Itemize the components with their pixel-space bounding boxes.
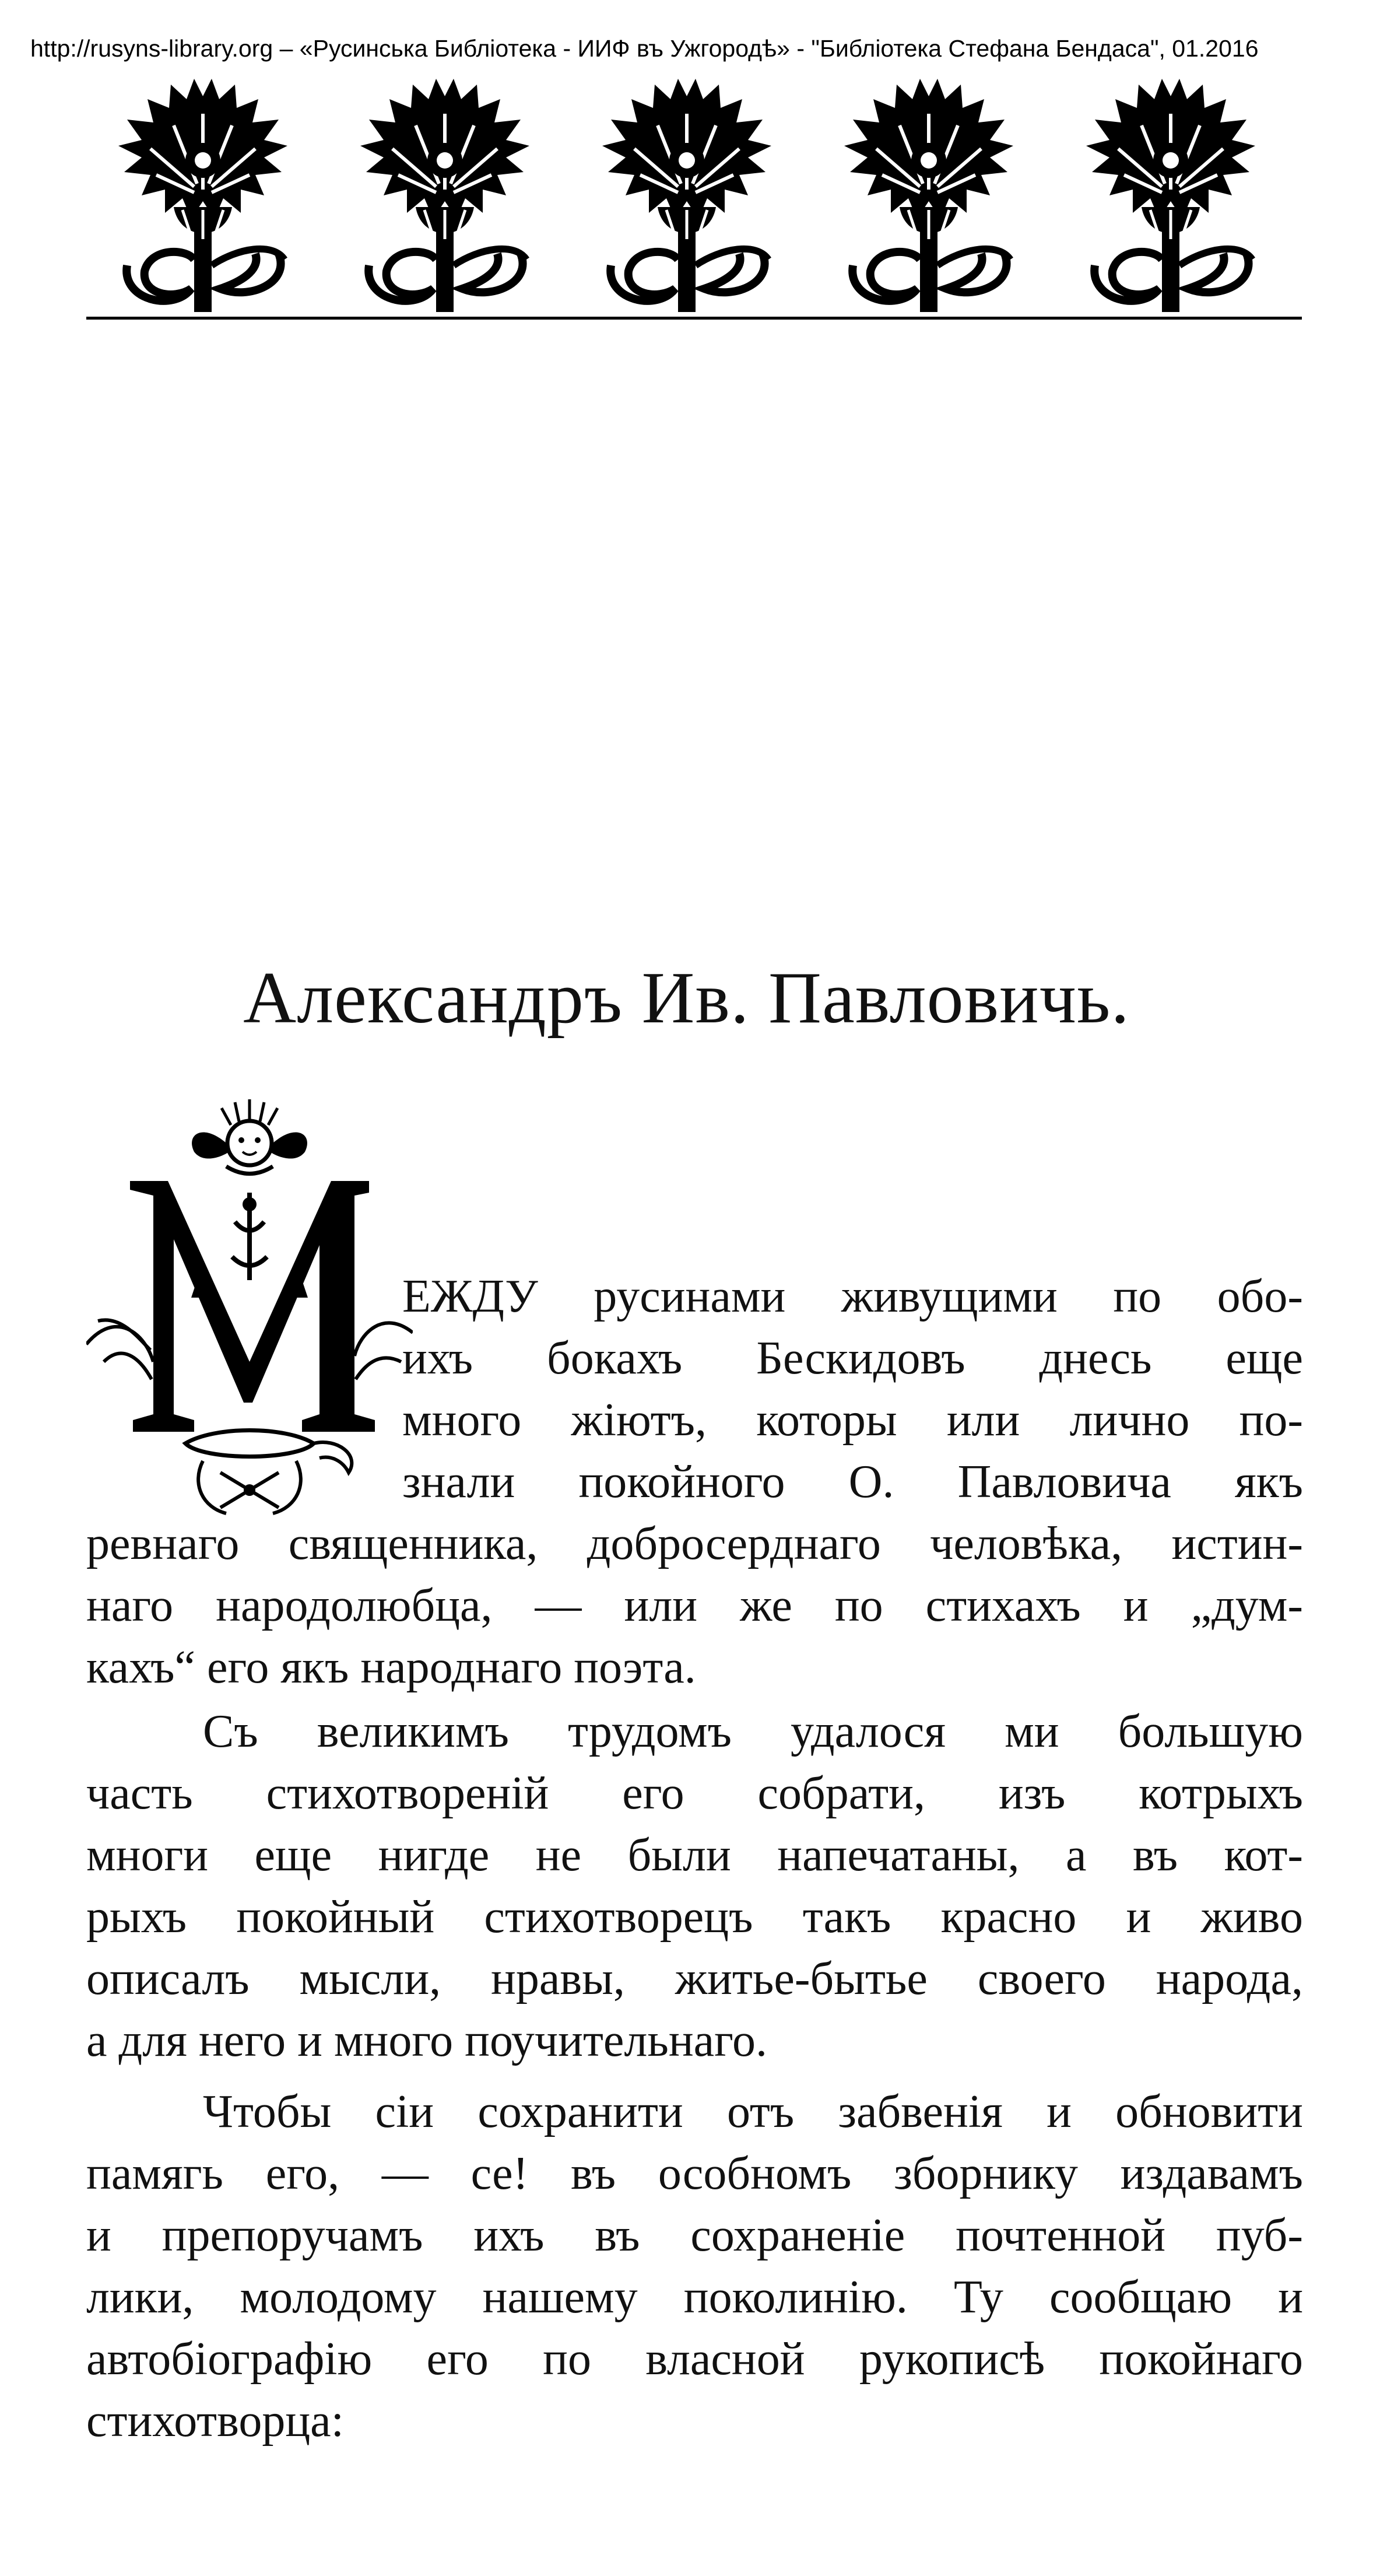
text-line: кахъ“ его якъ народнаго поэта.	[86, 1642, 696, 1693]
paragraph-3	[86, 2081, 1303, 2452]
text-line: и препоручамъ ихъ въ сохраненіе почтенной пуб-	[86, 2210, 1303, 2261]
text-line: ревнаго священника, добросерднаго человѣка, истин-	[86, 1518, 1303, 1569]
cherub-dropcap-ornament-icon	[86, 1088, 413, 1519]
header-rule	[86, 317, 1302, 320]
text-line: описалъ мысли, нравы, житье-бытье своего народа,	[86, 1953, 1303, 2004]
text-line: Съ великимъ трудомъ удалося ми большую	[203, 1706, 1303, 1757]
text-line: а для него и много поучительнаго.	[86, 2015, 767, 2066]
text-line: памягь его, — се! въ особномъ зборнику издавамъ	[86, 2148, 1303, 2199]
paragraph-1-beside-dropcap	[402, 1266, 1303, 1513]
text-line: часть стихотвореній его собрати, изъ котрыхъ	[86, 1768, 1303, 1819]
page-title: Александръ Ив. Павловичь.	[243, 958, 1130, 1039]
text-line: Чтобы сіи сохранити отъ забвенія и обновити	[203, 2086, 1303, 2137]
text-line: лики, молодому нашему поколинію. Ту сообщаю и	[86, 2272, 1303, 2323]
text-line: знали покойного О. Павловича якъ	[402, 1456, 1303, 1508]
text-line: ЕЖДУ русинами живущими по обо-	[402, 1271, 1303, 1322]
flower-ornament-band	[86, 73, 1302, 318]
text-line: ихъ бокахъ Бескидовъ днесь еще	[402, 1333, 1303, 1384]
text-line: много жіютъ, которы или лично по-	[402, 1394, 1303, 1446]
text-line: стихотворца:	[86, 2395, 344, 2447]
carnation-flower-ornament-icon	[86, 73, 1302, 318]
dropcap-ornament	[86, 1088, 413, 1519]
paragraph-1-continued	[86, 1513, 1303, 1698]
text-line: наго народолюбца, — или же по стихахъ и „дум-	[86, 1580, 1303, 1631]
text-line: рыхъ покойный стихотворецъ такъ красно и живо	[86, 1891, 1303, 1943]
text-line: автобіографію его по власной рукописѣ покойнаго	[86, 2333, 1303, 2385]
text-line: многи еще нигде не были напечатаны, а въ кот-	[86, 1830, 1303, 1881]
paragraph-2	[86, 1701, 1303, 2072]
source-url-line: http://rusyns-library.org – «Русинська Библіотека - ИИФ въ Ужгородѣ» - "Библіотека Стефана Бендаса", 01.2016	[30, 35, 1259, 62]
